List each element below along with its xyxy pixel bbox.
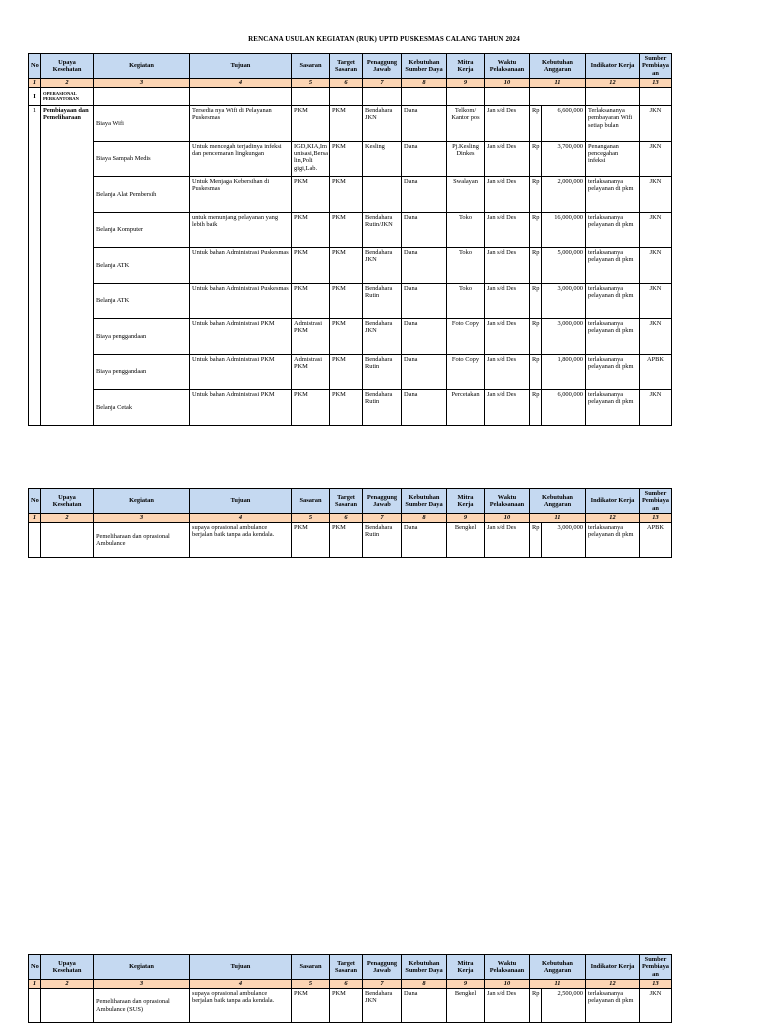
header-row <box>29 489 672 514</box>
waktu-cell: Jan s/d Des <box>485 141 530 177</box>
tujuan-cell: Untuk bahan Administrasi PKM <box>190 390 292 426</box>
header-cell: Waktu Pelaksanaan <box>485 955 530 980</box>
header-cell: Kebutuhan Sumber Daya <box>402 54 447 79</box>
header-cell: Kebutuhan Anggaran <box>530 54 586 79</box>
header-cell: Upaya Kesehatan <box>41 489 94 514</box>
waktu-cell: Jan s/d Des <box>485 212 530 248</box>
sasaran-cell: PKM <box>292 283 330 319</box>
header-cell: Kebutuhan Anggaran <box>530 489 586 514</box>
mitra-kerja-cell: Toko <box>447 212 485 248</box>
mitra-kerja-cell: Swalayan <box>447 177 485 213</box>
sumber-pembiayaan-cell: JKN <box>640 212 672 248</box>
header-cell: Mitra Kerja <box>447 955 485 980</box>
indikator-cell: terlaksananya pelayanan di pkm <box>586 283 640 319</box>
waktu-cell: Jan s/d Des <box>485 354 530 390</box>
mitra-kerja-cell: Telkom/ Kantor pos <box>447 106 485 142</box>
waktu-cell: Jan s/d Des <box>485 106 530 142</box>
column-number: 2 <box>41 514 94 523</box>
penanggung-jawab-cell: Bendahara Rutin <box>363 390 402 426</box>
kegiatan-cell: Belanja Komputer <box>94 212 190 248</box>
column-number: 11 <box>530 514 586 523</box>
header-cell: Target Sasaran <box>330 955 363 980</box>
column-number: 6 <box>330 980 363 989</box>
header-cell: Waktu Pelaksanaan <box>485 489 530 514</box>
column-number: 3 <box>94 79 190 88</box>
kegiatan-cell: Belanja Alat Pembersih <box>94 177 190 213</box>
waktu-cell: Jan s/d Des <box>485 248 530 284</box>
currency-cell: Rp <box>530 319 542 355</box>
column-number: 9 <box>447 79 485 88</box>
sumber-daya-cell: Dana <box>402 354 447 390</box>
target-sasaran-cell: PKM <box>330 523 363 558</box>
column-number: 8 <box>402 980 447 989</box>
column-number: 9 <box>447 980 485 989</box>
section-row <box>29 88 672 106</box>
mitra-kerja-cell: Toko <box>447 283 485 319</box>
upaya-kesehatan <box>41 523 94 558</box>
header-cell: Sasaran <box>292 955 330 980</box>
header-cell: Waktu Pelaksanaan <box>485 54 530 79</box>
tujuan-cell: Untuk bahan Administrasi Puskesmas <box>190 248 292 284</box>
table-row <box>29 177 672 213</box>
section-label: OPERASIONAL PERKANTORAN <box>41 88 94 106</box>
sumber-pembiayaan-cell: APBK <box>640 523 672 558</box>
anggaran-cell: 2,500,000 <box>542 989 586 1023</box>
header-cell: No <box>29 489 41 514</box>
header-cell: Kebutuhan Anggaran <box>530 955 586 980</box>
indikator-cell: Penanganan pencegahan infeksi <box>586 141 640 177</box>
indikator-cell: terlaksananya pelayanan di pkm <box>586 523 640 558</box>
currency-cell: Rp <box>530 523 542 558</box>
ruk-table-page-1 <box>28 53 672 426</box>
target-sasaran-cell: PKM <box>330 354 363 390</box>
header-cell: Penaggung Jawab <box>363 489 402 514</box>
kegiatan-cell: Belanja ATK <box>94 283 190 319</box>
column-number: 5 <box>292 514 330 523</box>
column-number: 7 <box>363 79 402 88</box>
anggaran-cell: 16,000,000 <box>542 212 586 248</box>
kegiatan-cell: Pemeliharaan dan oprasional Ambulance <box>94 523 190 558</box>
sumber-pembiayaan-cell: JKN <box>640 106 672 142</box>
upaya-kesehatan <box>41 989 94 1023</box>
tujuan-cell: supaya oprasional ambulance berjalan baik tanpa ada kendala. <box>190 523 292 558</box>
header-row <box>29 54 672 79</box>
sumber-pembiayaan-cell: JKN <box>640 989 672 1023</box>
header-cell: Indikator Kerja <box>586 955 640 980</box>
column-number: 3 <box>94 980 190 989</box>
waktu-cell: Jan s/d Des <box>485 283 530 319</box>
table-row <box>29 390 672 426</box>
sumber-daya-cell: Dana <box>402 177 447 213</box>
column-number: 4 <box>190 514 292 523</box>
penanggung-jawab-cell: Bendahara Rutin <box>363 523 402 558</box>
column-number: 10 <box>485 514 530 523</box>
target-sasaran-cell: PKM <box>330 390 363 426</box>
target-sasaran-cell: PKM <box>330 141 363 177</box>
column-number: 6 <box>330 79 363 88</box>
sumber-daya-cell: Dana <box>402 248 447 284</box>
waktu-cell: Jan s/d Des <box>485 390 530 426</box>
sasaran-cell: Admistrasi PKM <box>292 319 330 355</box>
header-cell: Mitra Kerja <box>447 54 485 79</box>
table-row <box>29 212 672 248</box>
header-cell: Sasaran <box>292 489 330 514</box>
penanggung-jawab-cell <box>363 177 402 213</box>
column-number: 5 <box>292 980 330 989</box>
target-sasaran-cell: PKM <box>330 177 363 213</box>
column-number: 2 <box>41 79 94 88</box>
mitra-kerja-cell: Bengkel <box>447 523 485 558</box>
header-cell: Sumber Pembiaya an <box>640 955 672 980</box>
penanggung-jawab-cell: Bendahara Rutin/JKN <box>363 212 402 248</box>
currency-cell: Rp <box>530 248 542 284</box>
column-number: 5 <box>292 79 330 88</box>
penanggung-jawab-cell: Kesling <box>363 141 402 177</box>
mitra-kerja-cell: Bengkel <box>447 989 485 1023</box>
tujuan-cell: Untuk Menjaga Kebersihan di Puskesmas <box>190 177 292 213</box>
indikator-cell: terlaksananya pelayanan di pkm <box>586 177 640 213</box>
column-number: 10 <box>485 980 530 989</box>
sasaran-cell: Admistrasi PKM <box>292 354 330 390</box>
target-sasaran-cell: PKM <box>330 283 363 319</box>
header-cell: Sasaran <box>292 54 330 79</box>
anggaran-cell: 3,000,000 <box>542 283 586 319</box>
header-cell: Kegiatan <box>94 54 190 79</box>
anggaran-cell: 6,000,000 <box>542 390 586 426</box>
table-row <box>29 283 672 319</box>
header-cell: Tujuan <box>190 489 292 514</box>
kegiatan-cell: Biaya Wifi <box>94 106 190 142</box>
column-number: 12 <box>586 980 640 989</box>
sumber-pembiayaan-cell: APBK <box>640 354 672 390</box>
penanggung-jawab-cell: Bendahara JKN <box>363 989 402 1023</box>
column-number: 1 <box>29 980 41 989</box>
document-title: RENCANA USULAN KEGIATAN (RUK) UPTD PUSKESMAS CALANG TAHUN 2024 <box>248 35 520 43</box>
target-sasaran-cell: PKM <box>330 106 363 142</box>
currency-cell: Rp <box>530 106 542 142</box>
kegiatan-cell: Biaya Sampah Medis <box>94 141 190 177</box>
column-number-row <box>29 79 672 88</box>
indikator-cell: terlaksananya pelayanan di pkm <box>586 390 640 426</box>
row-number: 1 <box>29 106 41 426</box>
column-number: 13 <box>640 980 672 989</box>
header-cell: Sumber Pembiaya an <box>640 489 672 514</box>
sumber-pembiayaan-cell: JKN <box>640 283 672 319</box>
anggaran-cell: 6,600,000 <box>542 106 586 142</box>
sasaran-cell: PKM <box>292 989 330 1023</box>
sumber-daya-cell: Dana <box>402 523 447 558</box>
header-cell: Target Sasaran <box>330 489 363 514</box>
column-number: 8 <box>402 79 447 88</box>
target-sasaran-cell: PKM <box>330 212 363 248</box>
column-number: 3 <box>94 514 190 523</box>
sumber-daya-cell: Dana <box>402 212 447 248</box>
mitra-kerja-cell: Foto Copy <box>447 319 485 355</box>
column-number: 10 <box>485 79 530 88</box>
sumber-daya-cell: Dana <box>402 106 447 142</box>
row-number <box>29 989 41 1023</box>
sasaran-cell: IGD,KIA,Im unisasi,Bersa lin,Poli gigi,Lab. <box>292 141 330 177</box>
sumber-pembiayaan-cell: JKN <box>640 248 672 284</box>
column-number: 1 <box>29 79 41 88</box>
column-number: 13 <box>640 514 672 523</box>
mitra-kerja-cell: Pj.Kesling Dinkes <box>447 141 485 177</box>
tujuan-cell: Untuk bahan Administrasi Puskesmas <box>190 283 292 319</box>
header-cell: Upaya Kesehatan <box>41 955 94 980</box>
sasaran-cell: PKM <box>292 390 330 426</box>
tujuan-cell: supaya oprasional ambulance berjalan baik tanpa ada kendala. <box>190 989 292 1023</box>
tujuan-cell: Untuk bahan Administrasi PKM <box>190 354 292 390</box>
sumber-pembiayaan-cell: JKN <box>640 177 672 213</box>
sasaran-cell: PKM <box>292 212 330 248</box>
penanggung-jawab-cell: Bendahara Rutin <box>363 283 402 319</box>
sumber-pembiayaan-cell: JKN <box>640 319 672 355</box>
anggaran-cell: 3,000,000 <box>542 523 586 558</box>
column-number: 9 <box>447 514 485 523</box>
column-number-row <box>29 514 672 523</box>
indikator-cell: Terlaksananya pembayaran Wifi setiap bulan <box>586 106 640 142</box>
currency-cell: Rp <box>530 212 542 248</box>
sumber-pembiayaan-cell: JKN <box>640 390 672 426</box>
tujuan-cell: Untuk bahan Administrasi PKM <box>190 319 292 355</box>
penanggung-jawab-cell: Bendahara Rutin <box>363 354 402 390</box>
target-sasaran-cell: PKM <box>330 319 363 355</box>
section-number: I <box>29 88 41 106</box>
tujuan-cell: untuk menunjang pelayanan yang lebih baik <box>190 212 292 248</box>
indikator-cell: terlaksananya pelayanan di pkm <box>586 989 640 1023</box>
indikator-cell: terlaksananya pelayanan di pkm <box>586 248 640 284</box>
header-cell: Kegiatan <box>94 955 190 980</box>
header-cell: No <box>29 955 41 980</box>
header-cell: Target Sasaran <box>330 54 363 79</box>
column-number: 7 <box>363 514 402 523</box>
kegiatan-cell: Belanja ATK <box>94 248 190 284</box>
indikator-cell: terlaksananya pelayanan di pkm <box>586 319 640 355</box>
waktu-cell: Jan s/d Des <box>485 319 530 355</box>
header-cell: No <box>29 54 41 79</box>
penanggung-jawab-cell: Bendahara JKN <box>363 106 402 142</box>
header-cell: Penaggung Jawab <box>363 955 402 980</box>
header-cell: Indikator Kerja <box>586 54 640 79</box>
sumber-daya-cell: Dana <box>402 319 447 355</box>
waktu-cell: Jan s/d Des <box>485 177 530 213</box>
sasaran-cell: PKM <box>292 106 330 142</box>
currency-cell: Rp <box>530 283 542 319</box>
sumber-pembiayaan-cell: JKN <box>640 141 672 177</box>
ruk-table-page-3 <box>28 954 672 1023</box>
header-cell: Upaya Kesehatan <box>41 54 94 79</box>
column-number: 4 <box>190 79 292 88</box>
column-number: 12 <box>586 514 640 523</box>
column-number: 4 <box>190 980 292 989</box>
sumber-daya-cell: Dana <box>402 283 447 319</box>
anggaran-cell: 2,000,000 <box>542 177 586 213</box>
currency-cell: Rp <box>530 141 542 177</box>
sasaran-cell: PKM <box>292 177 330 213</box>
table-row <box>29 319 672 355</box>
mitra-kerja-cell: Foto Copy <box>447 354 485 390</box>
column-number: 12 <box>586 79 640 88</box>
table-row <box>29 523 672 558</box>
column-number: 7 <box>363 980 402 989</box>
sumber-daya-cell: Dana <box>402 390 447 426</box>
ruk-table-page-2 <box>28 488 672 558</box>
row-number <box>29 523 41 558</box>
header-cell: Indikator Kerja <box>586 489 640 514</box>
waktu-cell: Jan s/d Des <box>485 523 530 558</box>
header-cell: Penaggung Jawab <box>363 54 402 79</box>
currency-cell: Rp <box>530 354 542 390</box>
indikator-cell: terlaksananya pelayanan di pkm <box>586 354 640 390</box>
kegiatan-cell: Biaya penggandaan <box>94 319 190 355</box>
sasaran-cell: PKM <box>292 248 330 284</box>
table-row <box>29 989 672 1023</box>
column-number: 1 <box>29 514 41 523</box>
column-number: 11 <box>530 79 586 88</box>
tujuan-cell: Untuk mencegah terjadinya infeksi dan pencemaran lingkungan <box>190 141 292 177</box>
anggaran-cell: 3,700,000 <box>542 141 586 177</box>
sumber-daya-cell: Dana <box>402 989 447 1023</box>
mitra-kerja-cell: Percetakan <box>447 390 485 426</box>
column-number: 6 <box>330 514 363 523</box>
header-cell: Kebutuhan Sumber Daya <box>402 955 447 980</box>
anggaran-cell: 3,000,000 <box>542 319 586 355</box>
penanggung-jawab-cell: Bendahara JKN <box>363 248 402 284</box>
column-number-row <box>29 980 672 989</box>
tujuan-cell: Tersedia nya Wifi di Pelayanan Puskesmas <box>190 106 292 142</box>
table-row <box>29 354 672 390</box>
upaya-kesehatan: Pembiayaan dan Pemeliharaan <box>41 106 94 426</box>
header-cell: Tujuan <box>190 955 292 980</box>
header-cell: Sumber Pembiaya an <box>640 54 672 79</box>
table-row <box>29 248 672 284</box>
penanggung-jawab-cell: Bendahara JKN <box>363 319 402 355</box>
anggaran-cell: 5,000,000 <box>542 248 586 284</box>
table-row <box>29 106 672 142</box>
column-number: 2 <box>41 980 94 989</box>
sumber-daya-cell: Dana <box>402 141 447 177</box>
currency-cell: Rp <box>530 989 542 1023</box>
target-sasaran-cell: PKM <box>330 248 363 284</box>
kegiatan-cell: Pemeliharaan dan oprasional Ambulance (SUS) <box>94 989 190 1023</box>
header-row <box>29 955 672 980</box>
header-cell: Kebutuhan Sumber Daya <box>402 489 447 514</box>
table-row <box>29 141 672 177</box>
column-number: 13 <box>640 79 672 88</box>
target-sasaran-cell: PKM <box>330 989 363 1023</box>
anggaran-cell: 1,800,000 <box>542 354 586 390</box>
header-cell: Tujuan <box>190 54 292 79</box>
kegiatan-cell: Biaya penggandaan <box>94 354 190 390</box>
column-number: 11 <box>530 980 586 989</box>
currency-cell: Rp <box>530 177 542 213</box>
currency-cell: Rp <box>530 390 542 426</box>
waktu-cell: Jan s/d Des <box>485 989 530 1023</box>
kegiatan-cell: Belanja Cetak <box>94 390 190 426</box>
mitra-kerja-cell: Toko <box>447 248 485 284</box>
header-cell: Mitra Kerja <box>447 489 485 514</box>
column-number: 8 <box>402 514 447 523</box>
indikator-cell: terlaksananya pelayanan di pkm <box>586 212 640 248</box>
header-cell: Kegiatan <box>94 489 190 514</box>
sasaran-cell: PKM <box>292 523 330 558</box>
